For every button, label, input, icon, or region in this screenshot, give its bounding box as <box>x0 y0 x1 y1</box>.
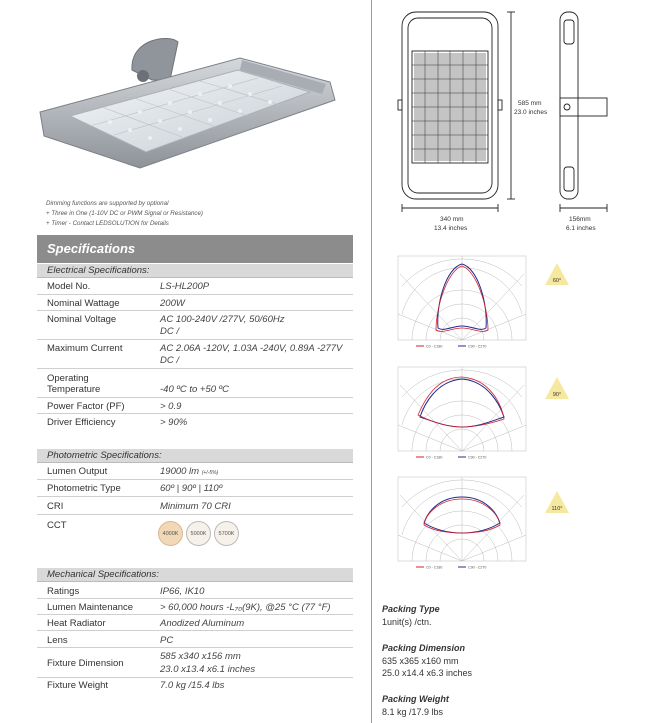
depth-mm-label: 156mm <box>569 216 591 223</box>
lumen-tolerance: (+/-5%) <box>201 470 219 476</box>
dimming-note-1: Dimming functions are supported by optional <box>46 200 169 207</box>
spec-label: Fixture Dimension <box>47 658 124 669</box>
column-divider <box>371 0 372 723</box>
spec-value: 60º | 90º | 110º <box>160 483 223 494</box>
spec-value: Minimum 70 CRI <box>160 501 231 512</box>
spec-label: Nominal Wattage <box>47 298 120 309</box>
width-in-label: 13.4 inches <box>434 225 468 232</box>
spec-value: 23.0 x13.4 x6.1 inches <box>160 664 256 675</box>
legend-c90-c270: C90 - C270 <box>468 344 487 349</box>
spec-label: Lumen Maintenance <box>47 602 134 613</box>
beam-label-90: 90° <box>552 392 562 398</box>
specifications-header: Specifications <box>37 235 353 263</box>
spec-value: > 90% <box>160 417 188 428</box>
spec-label: Driver Efficiency <box>47 417 116 428</box>
spec-value: Anodized Aluminum <box>160 618 245 629</box>
spec-label: Maximum Current <box>47 343 123 354</box>
polar-diagram-110 <box>396 475 528 571</box>
spec-label: CRI <box>47 501 64 512</box>
cct-options <box>158 521 239 546</box>
spec-label: Lumen Output <box>47 466 108 477</box>
packing-dimension-value-in: 25.0 x14.4 x6.3 inches <box>382 668 473 678</box>
spec-label: CCT <box>47 520 67 531</box>
spec-value: -40 ºC to +50 ºC <box>160 384 229 395</box>
legend-c90-c270: C90 - C270 <box>468 565 487 570</box>
spec-value: > 0.9 <box>160 401 182 412</box>
spec-value: 200W <box>160 298 185 309</box>
beam-badge-110 <box>544 489 570 515</box>
legend-c0-c180: C0 - C180 <box>426 565 443 570</box>
beam-badge-90 <box>544 375 570 401</box>
product-photo <box>30 30 350 190</box>
depth-in-label: 6.1 inches <box>566 225 596 232</box>
packing-dimension-value-mm: 635 x365 x160 mm <box>382 656 459 666</box>
lumen-value: 19000 lm <box>160 466 200 477</box>
cct-option-5700k[interactable]: 5700K <box>214 521 239 546</box>
spec-value: > 60,000 hours -L₇₀(9K), @25 °C (77 °F) <box>160 602 331 613</box>
cct-option-4000k[interactable]: 4000K <box>158 521 183 546</box>
dimming-note-3: + Timer - Contact LEDSOLUTION for Details <box>46 220 169 227</box>
spec-label: Operating <box>47 373 89 384</box>
electrical-section-title: Electrical Specifications: <box>37 264 353 278</box>
height-in-label: 23.0 inches <box>514 109 548 116</box>
legend-c0-c180: C0 - C180 <box>426 344 443 349</box>
polar-diagram-90 <box>396 365 528 461</box>
packing-weight-title: Packing Weight <box>382 694 449 704</box>
spec-label: Ratings <box>47 586 80 597</box>
legend-c90-c270: C90 - C270 <box>468 455 487 460</box>
spec-value: AC 2.06A -120V, 1.03A -240V, 0.89A -277V <box>160 343 343 354</box>
beam-label-110: 110° <box>551 506 563 512</box>
packing-dimension-title: Packing Dimension <box>382 643 466 653</box>
spec-value: 7.0 kg /15.4 lbs <box>160 680 225 691</box>
spec-label: Fixture Weight <box>47 680 109 691</box>
packing-weight-value: 8.1 kg /17.9 lbs <box>382 707 444 717</box>
spec-value: AC 100-240V /277V, 50/60Hz <box>160 314 285 325</box>
mechanical-section-title: Mechanical Specifications: <box>37 568 353 582</box>
spec-label: Model No. <box>47 281 91 292</box>
spec-value <box>160 466 360 479</box>
height-mm-label: 585 mm <box>518 100 542 107</box>
spec-value: LS-HL200P <box>160 281 210 292</box>
spec-label: Heat Radiator <box>47 618 106 629</box>
cct-option-5000k[interactable]: 5000K <box>186 521 211 546</box>
spec-label: Lens <box>47 635 68 646</box>
spec-value: 585 x340 x156 mm <box>160 651 241 662</box>
beam-badge-60 <box>544 261 570 287</box>
beam-label-60: 60° <box>552 278 562 284</box>
spec-label: Nominal Voltage <box>47 314 117 325</box>
dimming-notes <box>46 199 203 229</box>
packing-type-value: 1unit(s) /ctn. <box>382 617 432 627</box>
spec-value: DC / <box>160 326 179 337</box>
legend-c0-c180: C0 - C180 <box>426 455 443 460</box>
spec-value: PC <box>160 635 174 646</box>
polar-diagram-60 <box>396 254 528 350</box>
photometric-section-title: Photometric Specifications: <box>37 449 353 463</box>
packing-type-title: Packing Type <box>382 604 440 614</box>
spec-value: DC / <box>160 355 179 366</box>
width-mm-label: 340 mm <box>440 216 464 223</box>
spec-value: IP66, IK10 <box>160 586 205 597</box>
spec-label: Power Factor (PF) <box>47 401 125 412</box>
dimming-note-2: + Three in One (1-10V DC or PWM Signal or Resistance) <box>46 210 203 217</box>
spec-label: Temperature <box>47 384 101 395</box>
dimension-drawing <box>378 5 646 237</box>
spec-label: Photometric Type <box>47 483 121 494</box>
